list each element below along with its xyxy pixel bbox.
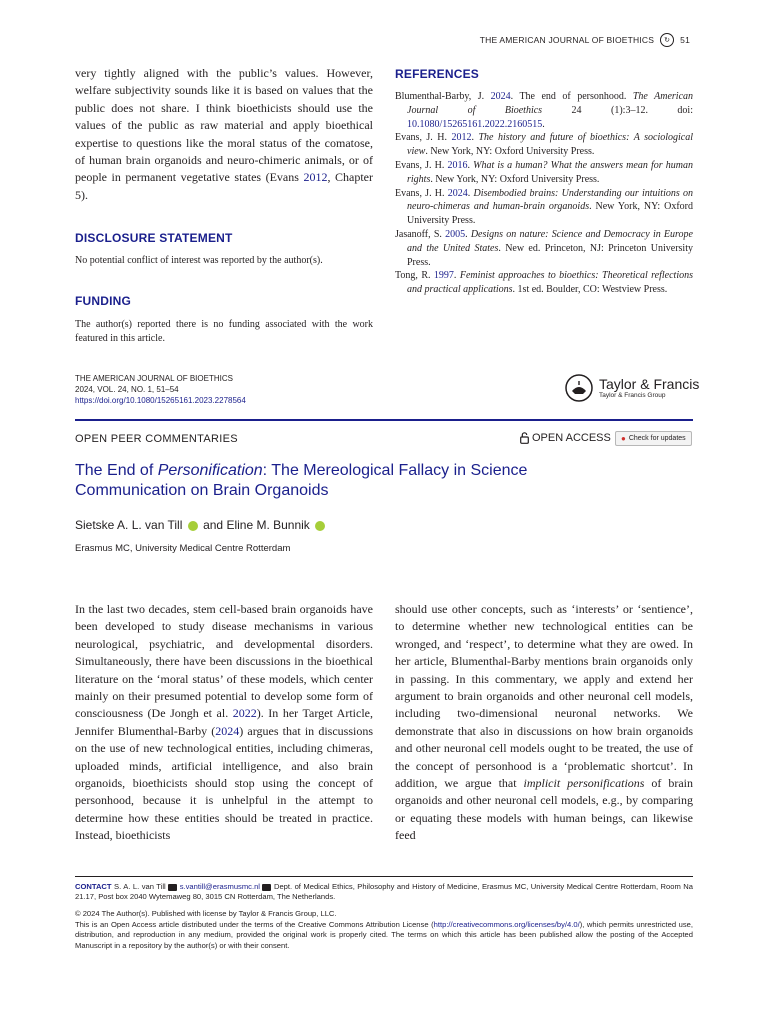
journal-logo-icon: ↻ [660,33,674,47]
reference-item [395,269,693,297]
reference-b: . [471,132,479,144]
article-column-1 [75,601,373,845]
col1-end: ) argues that in discussions on the use of new technological entities, including chimeras, uploaded minds, artificial intelligence, and also brain organoids, bioethicists should stop using the concept of personhood, because it is unhelpful in the attempt to determine how these entities should be treated in practice. Instead, bioethicists [75,723,373,843]
article-paragraph [75,601,373,845]
reference-title: Feminist approaches to bioethics: Theoretical reflections and practical applications [407,270,693,296]
contact-label: CONTACT [75,882,112,891]
reference-item [395,187,693,228]
reference-b: . [453,270,460,282]
publisher-name: Taylor & Francis [599,375,700,392]
reference-c: . 1st ed. Boulder, CO: Westview Press. [512,284,668,296]
col2-italic: implicit personifications [523,776,645,791]
reference-c: . New York, NY: Oxford University Press. [430,173,600,185]
citation-link[interactable]: 2022 [232,706,257,721]
check-updates-button[interactable] [615,431,692,446]
reference-title: Designs on nature: Science and Democracy in Europe and the United States [407,228,693,254]
reference-a: Evans, J. H. [395,132,452,144]
copyright: © 2024 The Author(s). Published with license by Taylor & Francis Group, LLC. [75,909,337,918]
reference-item [395,228,693,269]
open-access-label: OPEN ACCESS [532,432,611,444]
reference-a: Tong, R. [395,270,434,282]
prev-article-body [75,65,373,204]
col2-text: should use other concepts, such as ‘interests’ or ‘sentience’, to determine whether new technological entities can be wronged, and ‘respect’, to determine what they are owed. In her article, Blumenthal-Barby mentions brain organoids only in passing. In this commentary, we apply and extend her argument to brain organoids and other neuronal cell models, including two-dimensional neuronal networks. We demonstrate that also in discussions on how brain organoids and other neuronal cell models ought to be treated, the use of the concept of personhood is a ‘problematic shortcut’. In addition, we argue that [395,602,693,791]
contact-name: S. A. L. van Till [111,882,169,891]
footer-rule [75,876,693,877]
reference-title: Disembodied brains: Understanding our intuitions on neuro-chimeras and human-brain organoids [407,187,693,213]
title-part-a: The End of [75,462,158,479]
doi-link[interactable]: https://doi.org/10.1080/15265161.2023.2278564 [75,396,246,405]
prev-body-text: very tightly aligned with the public’s values. However, welfare subjectivity sounds like it is based on values that the public does not share. I think bioethicists should use the values of the public as raw material and apply bioethical expertise to questions like the moral status of the comatose, of human brain organoids and neuro-chimeric animals, or of people in permanent vegetative states (Evans [75,66,373,185]
reference-c: . New ed. Princeton, NJ: Princeton University Press. [407,242,693,268]
open-lock-icon [520,432,529,444]
reference-c: . New York, NY: Oxford University Press. [425,146,595,158]
update-marker-icon: ● [621,434,626,443]
page-number: 51 [680,35,690,45]
contact-email[interactable]: s.vantill@erasmusmc.nl [179,882,260,891]
reference-a: Jasanoff, S. [395,228,446,240]
article-column-2 [395,601,693,845]
col2-end: of brain organoids and other neuronal cell models, e.g., by comparing or equating these models with human beings, can likewise feed [395,776,693,843]
running-head-journal: THE AMERICAN JOURNAL OF BIOETHICS [479,35,655,45]
reference-title: The American Journal of Bioethics [407,91,694,116]
license-text-b: ), which permits unrestricted use, distribution, and reproduction in any medium, provided the original work is properly cited. The terms on which this article has been published allow the posting of the Accepted Manuscript in a repository by the author(s) or with their consent. [75,920,693,950]
reference-title: What is a human? What the answers mean for human rights [407,159,693,185]
publisher-group: Taylor & Francis Group [599,391,666,399]
reference-a: Evans, J. H. [395,187,448,199]
running-head [480,33,690,47]
affiliation: Erasmus MC, University Medical Centre Rotterdam [75,543,291,554]
journal-volume: 2024, VOL. 24, NO. 1, 51–54 [75,385,179,394]
publisher-logo [565,374,699,402]
orcid-icon[interactable] [188,521,198,531]
disclosure-heading: DISCLOSURE STATEMENT [75,231,233,245]
reference-item [395,131,693,159]
license-link[interactable]: http://creativecommons.org/licenses/by/4.0/ [433,920,580,929]
author-join: and [199,518,227,532]
reference-year[interactable]: 2024 [447,187,468,199]
author-1: Sietske A. L. van Till [75,518,183,532]
col1-mid: ). In her Target Article, Jennifer Blumenthal-Barby ( [75,706,373,738]
reference-item [395,159,693,187]
references-heading: REFERENCES [395,67,480,81]
reference-link[interactable]: 10.1080/15265161.2022.2160515 [407,118,543,130]
contact-address: Dept. of Medical Ethics, Philosophy and History of Medicine, Erasmus MC, University Medical Centre Rotterdam, Room Na 21.17, Post box 2040 Wytemaweg 80, 3015 CN Rotterdam, The Netherlands. [75,882,693,902]
open-access-badge [520,432,611,444]
reference-year[interactable]: 2005 [445,228,466,240]
reference-b: . [467,187,474,199]
reference-b: . [467,159,474,171]
section-rule [75,419,693,421]
reference-b: . [465,228,471,240]
contact-block [75,882,693,903]
title-italic: Personification [157,462,263,479]
article-title [75,461,635,501]
references-list [395,90,693,297]
authors [75,518,327,532]
citation-link[interactable]: 2012 [303,170,328,185]
reference-c: 24 (1):3–12. doi: [542,104,693,116]
license-text-a: This is an Open Access article distributed under the terms of the Creative Commons Attribution License ( [75,920,434,929]
reference-c: . New York, NY: Oxford University Press. [407,201,693,227]
title-part-b: : The Mereological Fallacy in Science Communication on Brain Organoids [75,462,528,499]
publisher-lamp-icon [565,374,593,402]
funding-text: The author(s) reported there is no funding associated with the work featured in this article. [75,319,373,344]
journal-name: THE AMERICAN JOURNAL OF BIOETHICS [75,374,233,383]
article-paragraph [395,601,693,845]
reference-year[interactable]: 1997 [433,270,454,282]
reference-year[interactable]: 2016 [447,159,468,171]
author-2: Eline M. Bunnik [226,518,310,532]
orcid-icon[interactable] [315,521,325,531]
email-icon [168,884,177,891]
citation-link[interactable]: 2024 [215,723,240,738]
reference-a: Blumenthal-Barby, J. [395,91,491,102]
reference-d: . [542,118,545,130]
disclosure-text: No potential conflict of interest was reported by the author(s). [75,255,323,266]
prev-article-paragraph [75,65,373,204]
section-label: OPEN PEER COMMENTARIES [75,433,238,445]
check-updates-label: Check for updates [628,435,686,442]
journal-block [75,373,246,406]
prev-body-end: , Chapter 5). [75,170,373,202]
reference-title: The history and future of bioethics: A sociological view [407,132,693,158]
license [75,920,693,951]
col1-text: In the last two decades, stem cell-based brain organoids have been developed to study disease mechanisms in various neurological, psychiatric, and developmental disorders. Simultaneously, there have been discussions in the bioethical literature on the ‘moral status’ of these models, which center mainly on their presumed potential to develop some form of consciousness (De Jongh et al. [75,602,373,721]
reference-b: . The end of personhood. [510,91,633,102]
funding-heading: FUNDING [75,294,132,308]
reference-item [395,90,693,131]
reference-a: Evans, J. H. [395,159,448,171]
reference-year[interactable]: 2024 [490,91,511,102]
reference-year[interactable]: 2012 [451,132,472,144]
